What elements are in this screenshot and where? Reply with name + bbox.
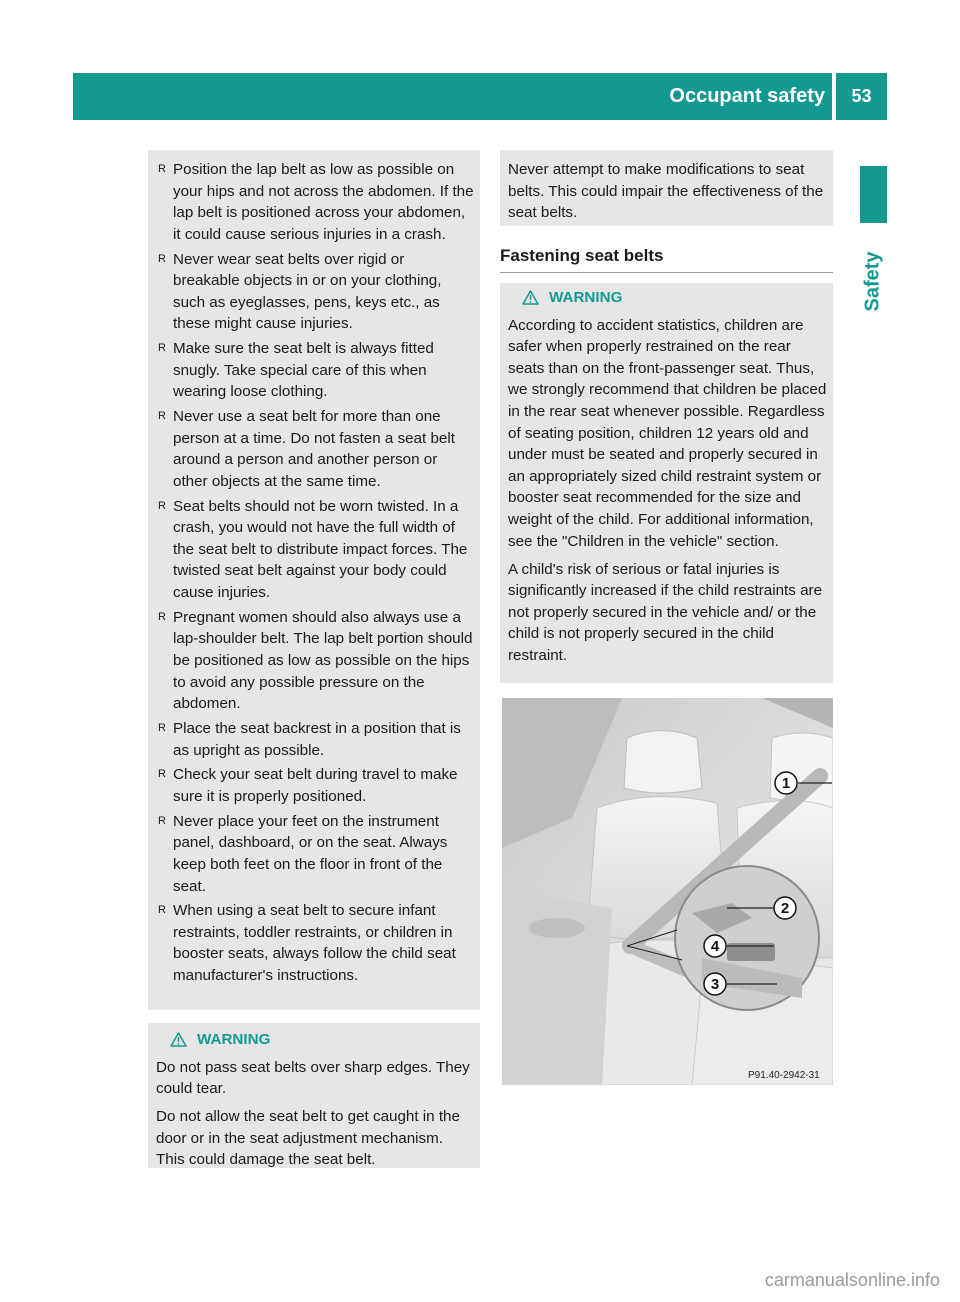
bullet-marker: R <box>158 252 166 265</box>
warning-heading <box>508 287 827 309</box>
safety-tip-text: Check your seat belt during travel to make sure it is properly positioned. <box>173 766 458 805</box>
callout-2-label: 2 <box>780 900 790 917</box>
warning-box-children <box>500 283 833 683</box>
safety-tip-text: Seat belts should not be worn twisted. In a crash, you would not have the full width of the seat belt to distribute impact forces. The twisted seat belt against your body could cause injuries. <box>173 497 468 602</box>
warning-label: WARNING <box>549 289 623 306</box>
side-tab-marker <box>860 166 887 223</box>
safety-tip-text: Never use a seat belt for more than one person at a time. Do not fasten a seat belt around a person and another person or other objects at the same time. <box>173 408 455 490</box>
callout-3-label: 3 <box>710 976 720 993</box>
safety-tip-item <box>156 764 474 807</box>
bullet-marker: R <box>158 721 166 734</box>
page-title: Occupant safety <box>669 85 825 107</box>
safety-tip-item <box>156 811 474 897</box>
modification-note: Never attempt to make modifications to seat belts. This could impair the effectiveness of the seat belts. <box>508 161 824 222</box>
safety-tip-item <box>156 718 474 761</box>
warning-paragraph: A child's risk of serious or fatal injuries is significantly increased if the child restraints are not properly secured in the vehicle and/ or the child is not properly secured in the child restraint. <box>508 560 823 664</box>
section-title: Fastening seat belts <box>500 246 833 273</box>
callout-1-label: 1 <box>781 775 791 792</box>
callout-4-label: 4 <box>710 938 720 955</box>
warning-triangle-icon <box>522 290 539 305</box>
safety-tip-item <box>156 159 474 245</box>
warning-triangle-icon <box>170 1032 187 1047</box>
seat-belt-figure <box>502 698 833 1085</box>
watermark: carmanualsonline.info <box>764 1270 940 1290</box>
safety-tip-item <box>156 406 474 492</box>
safety-tip-item <box>156 900 474 986</box>
page-number: 53 <box>836 73 887 120</box>
bullet-marker: R <box>158 814 166 827</box>
bullet-marker: R <box>158 163 166 175</box>
safety-tip-item <box>156 338 474 403</box>
safety-tip-text: When using a seat belt to secure infant restraints, toddler restraints, or children in booster seats, always follow the child seat manufacturer's instructions. <box>173 902 456 985</box>
safety-tip-text: Place the seat backrest in a position that is as upright as possible. <box>173 719 461 759</box>
safety-tip-text: Never wear seat belts over rigid or breakable objects in or on your clothing, such as eyeglasses, pens, keys etc., as these might cause injuries. <box>173 250 442 333</box>
safety-tip-text: Never place your feet on the instrument panel, dashboard, or on the seat. Always keep both feet on the floor in front of the seat. <box>173 812 448 895</box>
warning-heading <box>156 1029 474 1051</box>
safety-tip-item <box>156 249 474 335</box>
bullet-marker: R <box>158 342 166 355</box>
safety-tips-box <box>148 150 480 1010</box>
modification-note-box <box>500 150 833 226</box>
bullet-marker: R <box>158 768 166 781</box>
side-tab <box>858 230 888 340</box>
bullet-marker: R <box>158 904 166 917</box>
safety-tip-text: Position the lap belt as low as possible on your hips and not across the abdomen. If the lap belt is positioned across your abdomen, it could cause serious injuries in a crash. <box>173 161 474 243</box>
safety-tip-item <box>156 607 474 715</box>
warning-paragraph: Do not allow the seat belt to get caught in the door or in the seat adjustment mechanism. This could damage the seat belt. <box>156 1108 460 1169</box>
bullet-marker: R <box>158 610 166 623</box>
safety-tips-list <box>156 159 474 987</box>
warning-label: WARNING <box>197 1031 271 1048</box>
side-tab-label: Safety <box>861 251 884 312</box>
warning-paragraph: According to accident statistics, children are safer when properly restrained on the rear seats than on the front-passenger seat. Thus, we strongly recommend that children be placed in the rear seat whenever possible. Regardless of seating position, children 12 years old and under must be seated and properly secured in an appropriately sized child restraint system or booster seat recommended for the size and weight of the child. For additional information, see the "Children in the vehicle" section. <box>508 316 827 550</box>
safety-tip-text: Pregnant women should also always use a lap-shoulder belt. The lap belt portion should be positioned as low as possible on the hips to avoid any possible pressure on the abdomen. <box>173 608 473 713</box>
warning-box-sharp-edges <box>148 1023 480 1168</box>
bullet-marker: R <box>158 410 166 423</box>
safety-tip-text: Make sure the seat belt is always fitted snugly. Take special care of this when wearing loose clothing. <box>173 340 434 401</box>
warning-paragraph: Do not pass seat belts over sharp edges. They could tear. <box>156 1058 470 1098</box>
safety-tip-item <box>156 496 474 604</box>
bullet-marker: R <box>158 499 166 512</box>
figure-credit: P91.40-2942-31 <box>748 1070 820 1081</box>
